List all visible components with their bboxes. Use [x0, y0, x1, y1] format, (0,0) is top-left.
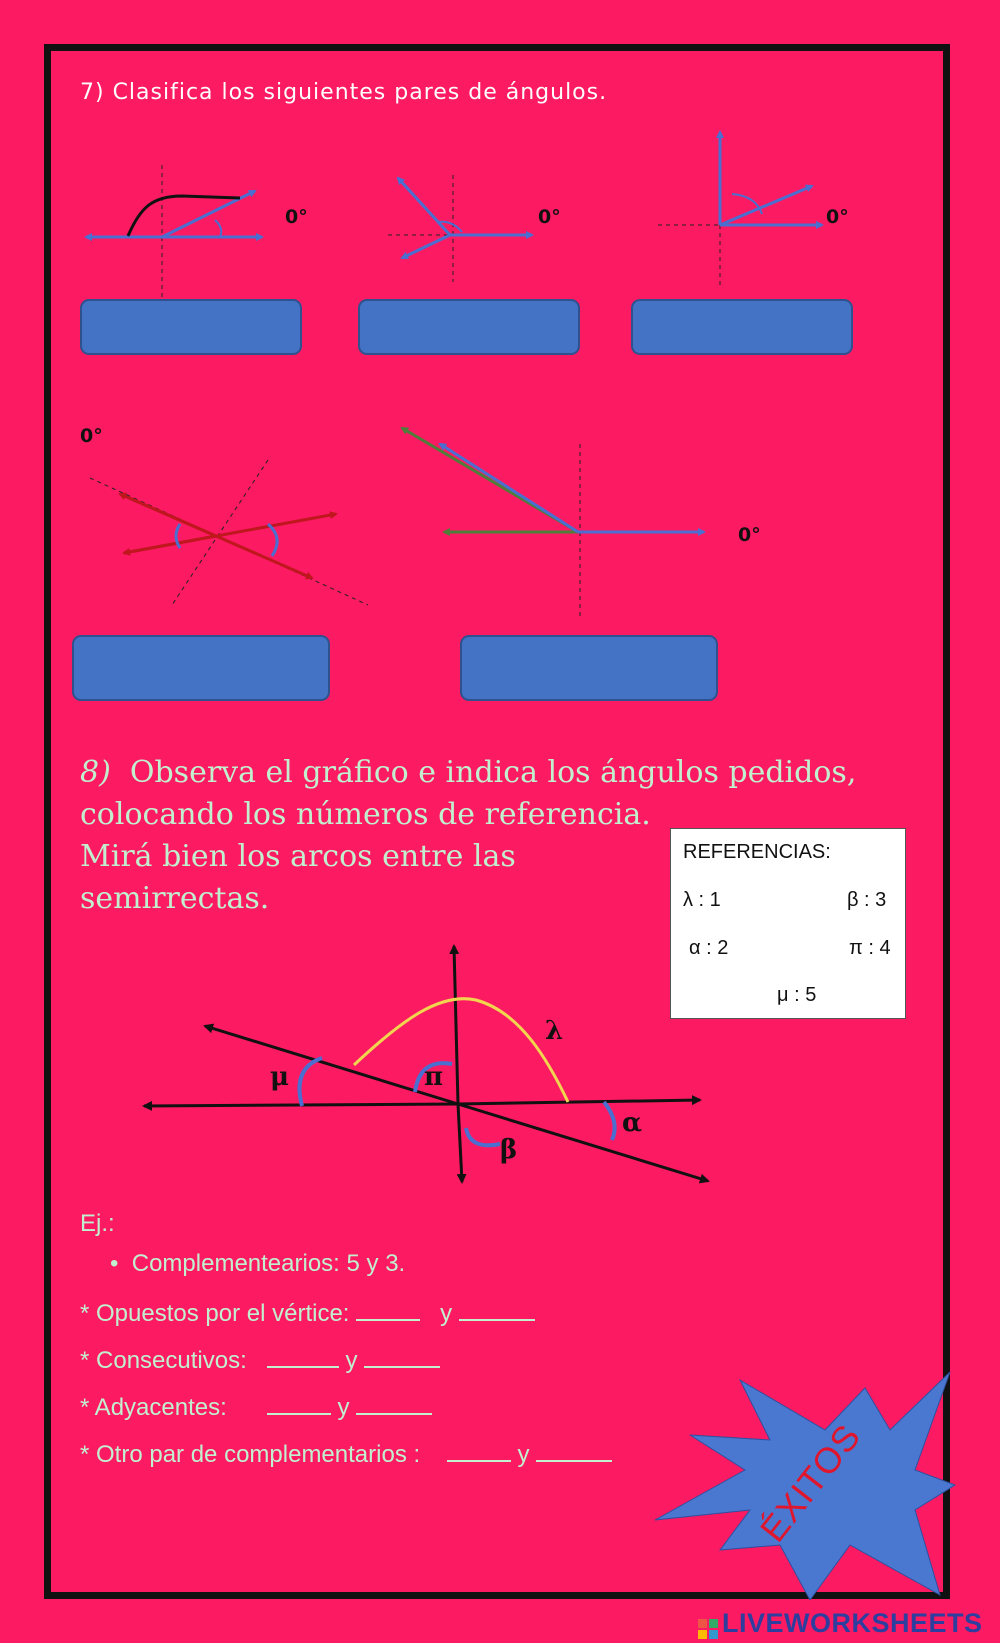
answer-box-2[interactable] [358, 299, 580, 355]
liveworksheets-brand: LIVEWORKSHEETS [722, 1608, 983, 1638]
figure-2-angles [388, 175, 532, 282]
figure-3-degree-label: 0° [826, 206, 849, 228]
question-8-line-2: colocando los números de referencia. [80, 797, 651, 832]
question-8-number: 8) [80, 755, 111, 790]
blank-adyacentes-2[interactable] [356, 1391, 432, 1415]
row-opuestos-label: * Opuestos por el vértice: [80, 1300, 350, 1327]
answer-box-5[interactable] [460, 635, 718, 701]
figure-2-degree-label: 0° [538, 206, 561, 228]
reference-mu: μ : 5 [777, 984, 817, 1006]
blank-adyacentes-1[interactable] [267, 1391, 331, 1415]
reference-beta: β : 3 [847, 889, 887, 911]
angle-label-beta: β [500, 1135, 518, 1165]
row-opuestos [80, 1297, 535, 1328]
angle-label-alpha: α [622, 1108, 643, 1138]
reference-pi: π : 4 [849, 937, 891, 959]
row-adyacentes-sep: y [337, 1394, 350, 1421]
reference-lambda: λ : 1 [683, 889, 721, 911]
row-consecutivos-sep: y [345, 1347, 358, 1374]
example-bullet [110, 1250, 405, 1278]
row-otro-sep: y [517, 1441, 530, 1468]
bullet-dot: • [110, 1250, 132, 1277]
figure-5-degree-label: 0° [738, 524, 761, 546]
question-8-line-1: Observa el gráfico e indica los ángulos pedidos, [129, 755, 857, 790]
blank-otro-1[interactable] [447, 1438, 511, 1462]
liveworksheets-logo-icon [698, 1615, 718, 1635]
row-consecutivos-label: * Consecutivos: [80, 1347, 247, 1374]
row-adyacentes-label: * Adyacentes: [80, 1394, 227, 1421]
row-otro-complementarios [80, 1438, 612, 1469]
row-otro-label: * Otro par de complementarios : [80, 1441, 421, 1468]
row-adyacentes [80, 1391, 432, 1422]
blank-opuestos-1[interactable] [356, 1297, 420, 1321]
example-bullet-text: Complementearios: 5 y 3. [131, 1250, 406, 1277]
figure-3-angles [658, 132, 822, 285]
blank-consecutivos-2[interactable] [364, 1344, 440, 1368]
row-opuestos-sep: y [440, 1300, 453, 1327]
figure-5-angles [402, 428, 704, 618]
answer-box-1[interactable] [80, 299, 302, 355]
figure-4-angles [90, 460, 368, 605]
figure-4-degree-label: 0° [80, 425, 103, 447]
answer-box-4[interactable] [72, 635, 330, 701]
exitos-text: ÉXITOS [751, 1415, 869, 1550]
angle-label-lambda: λ [545, 1016, 564, 1046]
angle-label-mu: μ [270, 1062, 290, 1092]
angle-label-pi: π [424, 1062, 444, 1092]
angle-figures [0, 0, 1000, 720]
angle-diagram [0, 930, 760, 1190]
liveworksheets-logo [698, 1608, 983, 1639]
reference-alpha: α : 2 [689, 937, 729, 959]
references-title: REFERENCIAS: [683, 841, 831, 863]
blank-opuestos-2[interactable] [459, 1297, 535, 1321]
blank-consecutivos-1[interactable] [267, 1344, 339, 1368]
row-consecutivos [80, 1344, 440, 1375]
question-8-line-3: Mirá bien los arcos entre las [80, 839, 516, 874]
example-label: Ej.: [80, 1210, 115, 1237]
blank-otro-2[interactable] [536, 1438, 612, 1462]
question-7-title: 7) Clasifica los siguientes pares de ángulos. [80, 80, 608, 105]
answer-box-3[interactable] [631, 299, 853, 355]
question-8-line-4: semirrectas. [80, 881, 270, 916]
figure-1-degree-label: 0° [285, 206, 308, 228]
figure-1-angles [86, 165, 262, 300]
